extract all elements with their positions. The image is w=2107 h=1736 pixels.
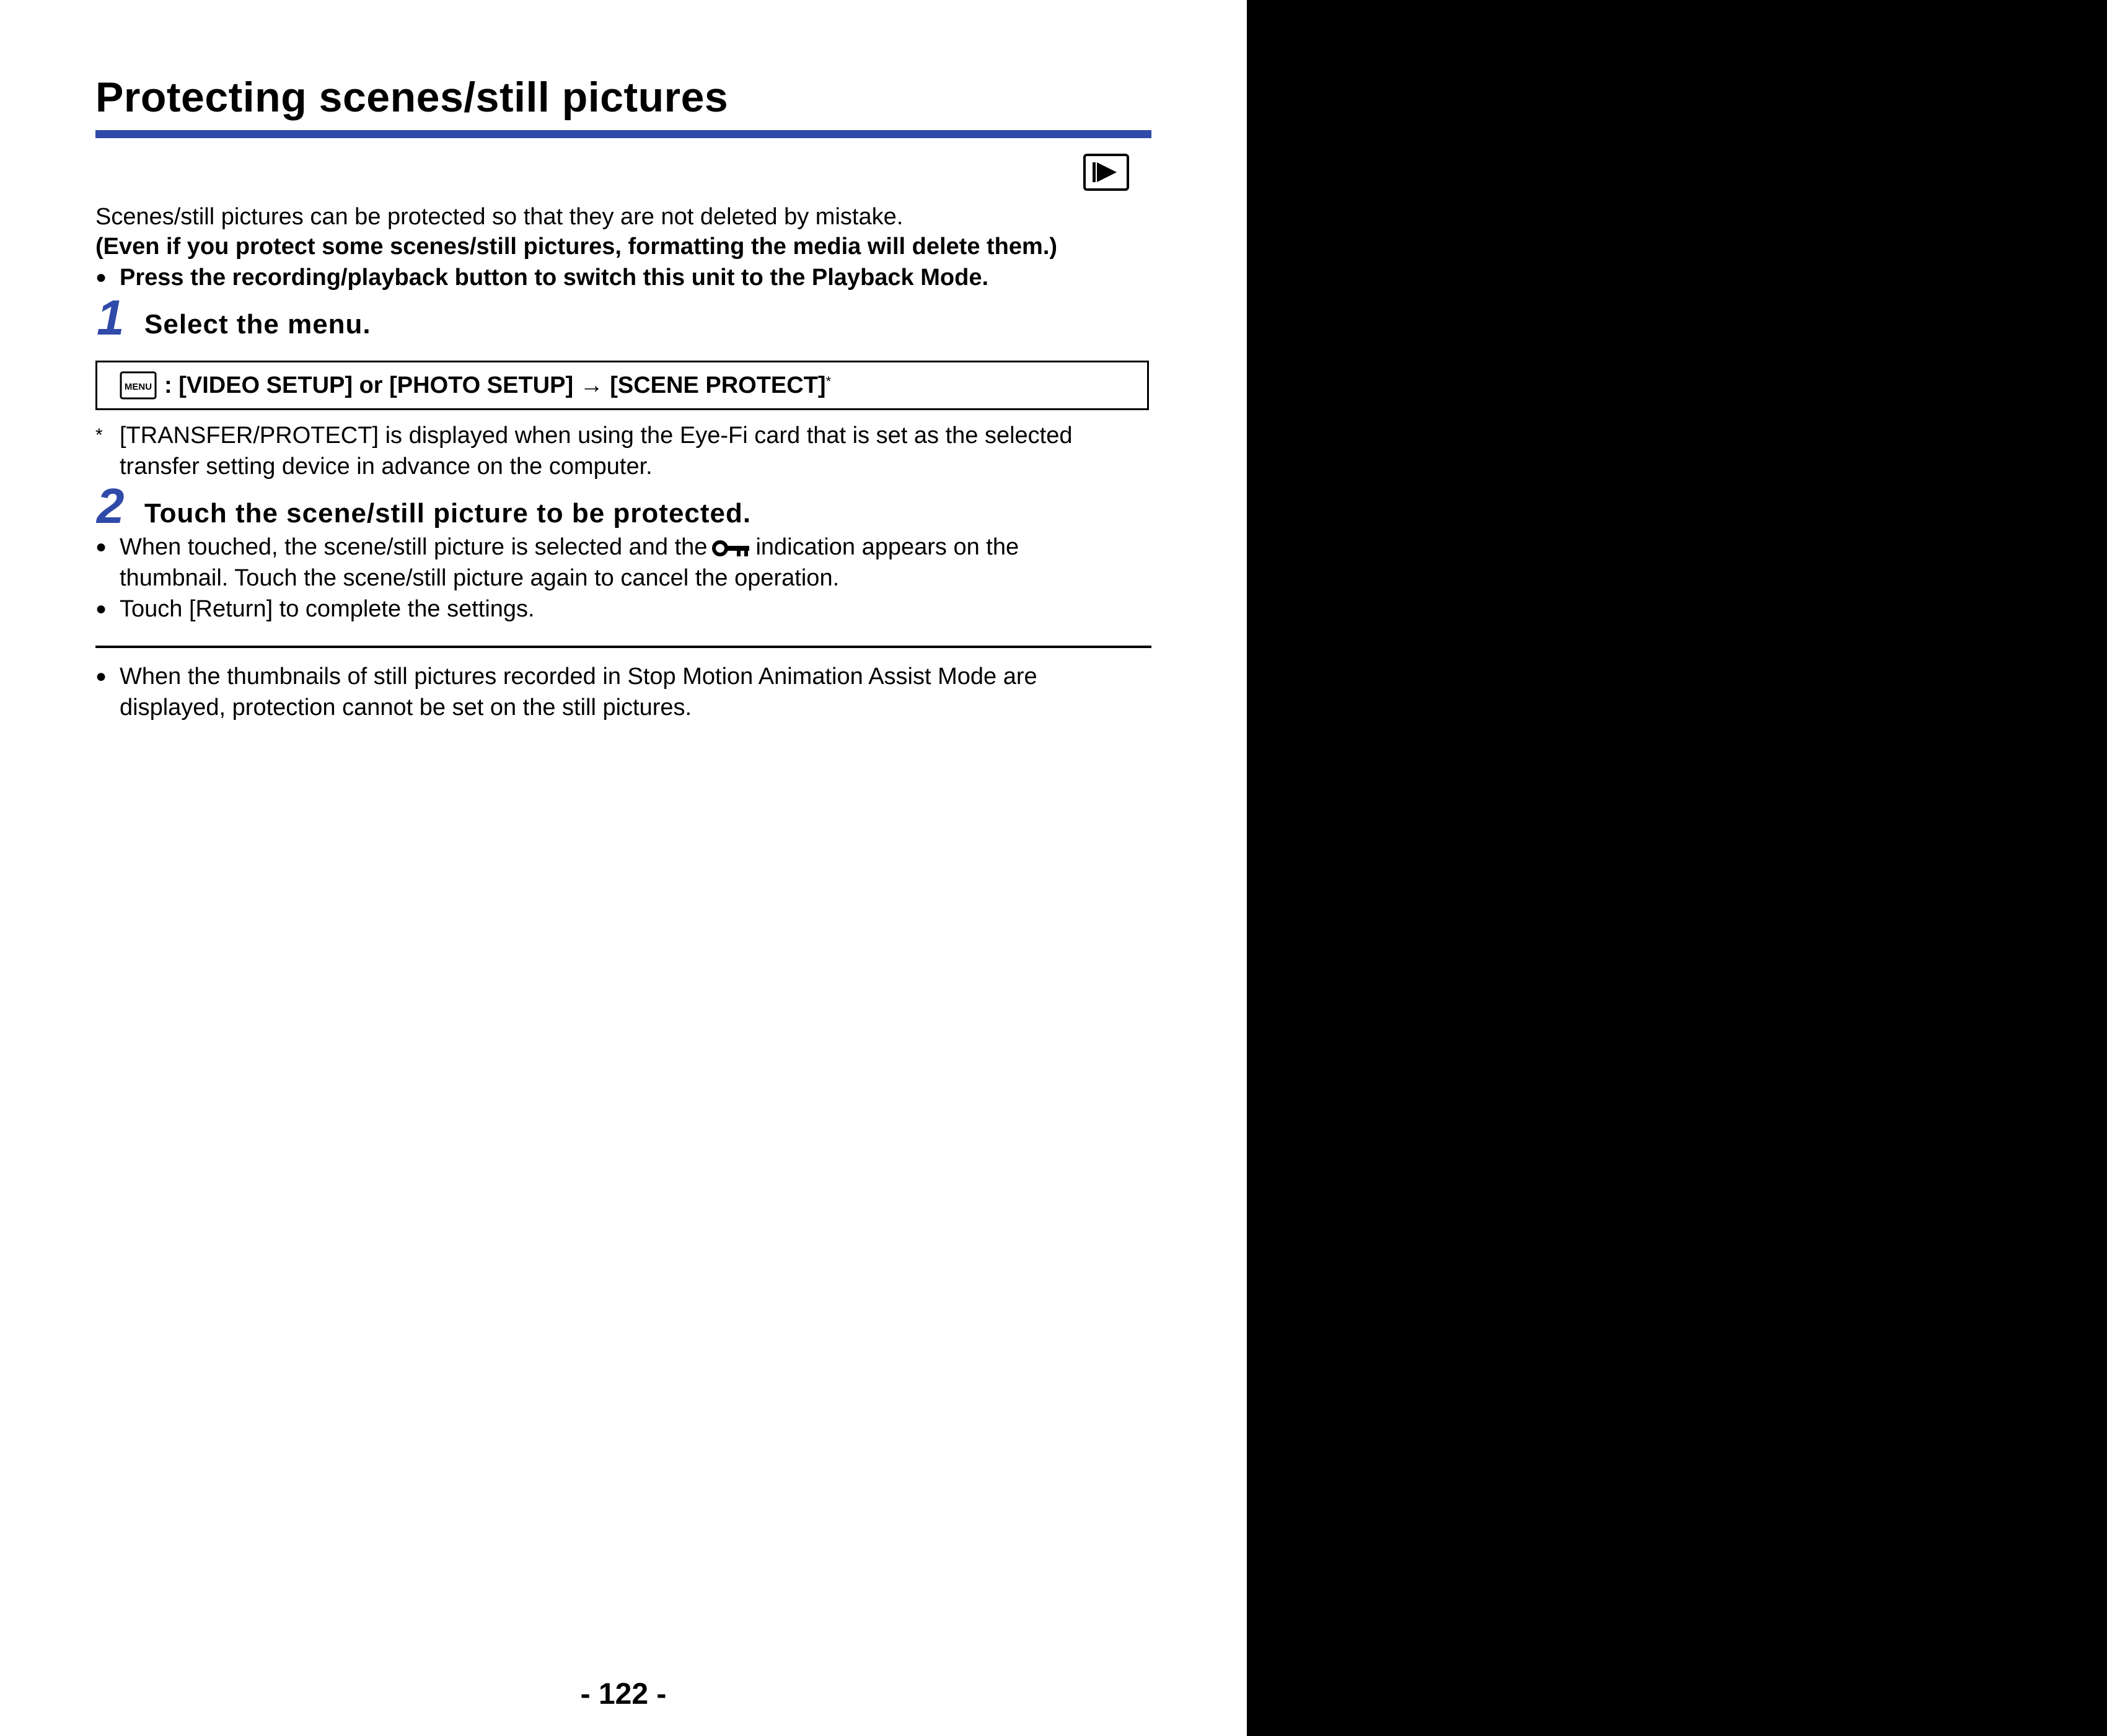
warning-text: (Even if you protect some scenes/still pictures, formatting the media will delete them.) (95, 234, 1058, 260)
bottom-note-line: When the thumbnails of still pictures recorded in Stop Motion Animation Assist Mode are (120, 664, 1037, 690)
page-title: Protecting scenes/still pictures (95, 74, 729, 121)
step-text: Select the menu. (144, 309, 371, 340)
bullet: ● (95, 267, 107, 287)
step2-note: Touch [Return] to complete the settings. (120, 596, 535, 622)
title-underline (95, 130, 1151, 138)
footnote-mark: * (95, 425, 103, 445)
menu-icon-label: MENU (124, 382, 152, 392)
black-margin (1247, 0, 2107, 1736)
step-text: Touch the scene/still picture to be protected. (144, 498, 752, 528)
footnote-line: [TRANSFER/PROTECT] is displayed when using the Eye-Fi card that is set as the selected (120, 423, 1073, 449)
bullet: ● (95, 598, 107, 619)
playback-mode-icon (1083, 154, 1129, 191)
section-divider (95, 646, 1151, 648)
prerequisite-text: Press the recording/playback button to switch this unit to the Playback Mode. (120, 265, 989, 291)
bullet: ● (95, 666, 107, 686)
note-text: When touched, the scene/still picture is selected and the (120, 534, 708, 560)
intro-text: Scenes/still pictures can be protected so that they are not deleted by mistake. (95, 204, 904, 230)
step-number: 1 (97, 290, 125, 345)
footnote-line: transfer setting device in advance on the computer. (120, 454, 653, 480)
menu-path-text (164, 371, 831, 400)
step2-note (120, 532, 1019, 563)
bullet: ● (95, 537, 107, 557)
step2-note-line: thumbnail. Touch the scene/still picture again to cancel the operation. (120, 565, 840, 591)
footnote-mark: * (825, 374, 832, 389)
step-number: 2 (97, 478, 125, 533)
menu-icon (120, 371, 157, 400)
page-number: - 122 - (580, 1678, 667, 1711)
key-icon (712, 539, 750, 558)
note-text: indication appears on the (755, 534, 1019, 560)
bottom-note-line: displayed, protection cannot be set on the still pictures. (120, 695, 692, 721)
menu-path-box (95, 361, 1149, 410)
menu-path-label: : [VIDEO SETUP] or [PHOTO SETUP] → [SCENE PROTECT] (164, 372, 826, 398)
